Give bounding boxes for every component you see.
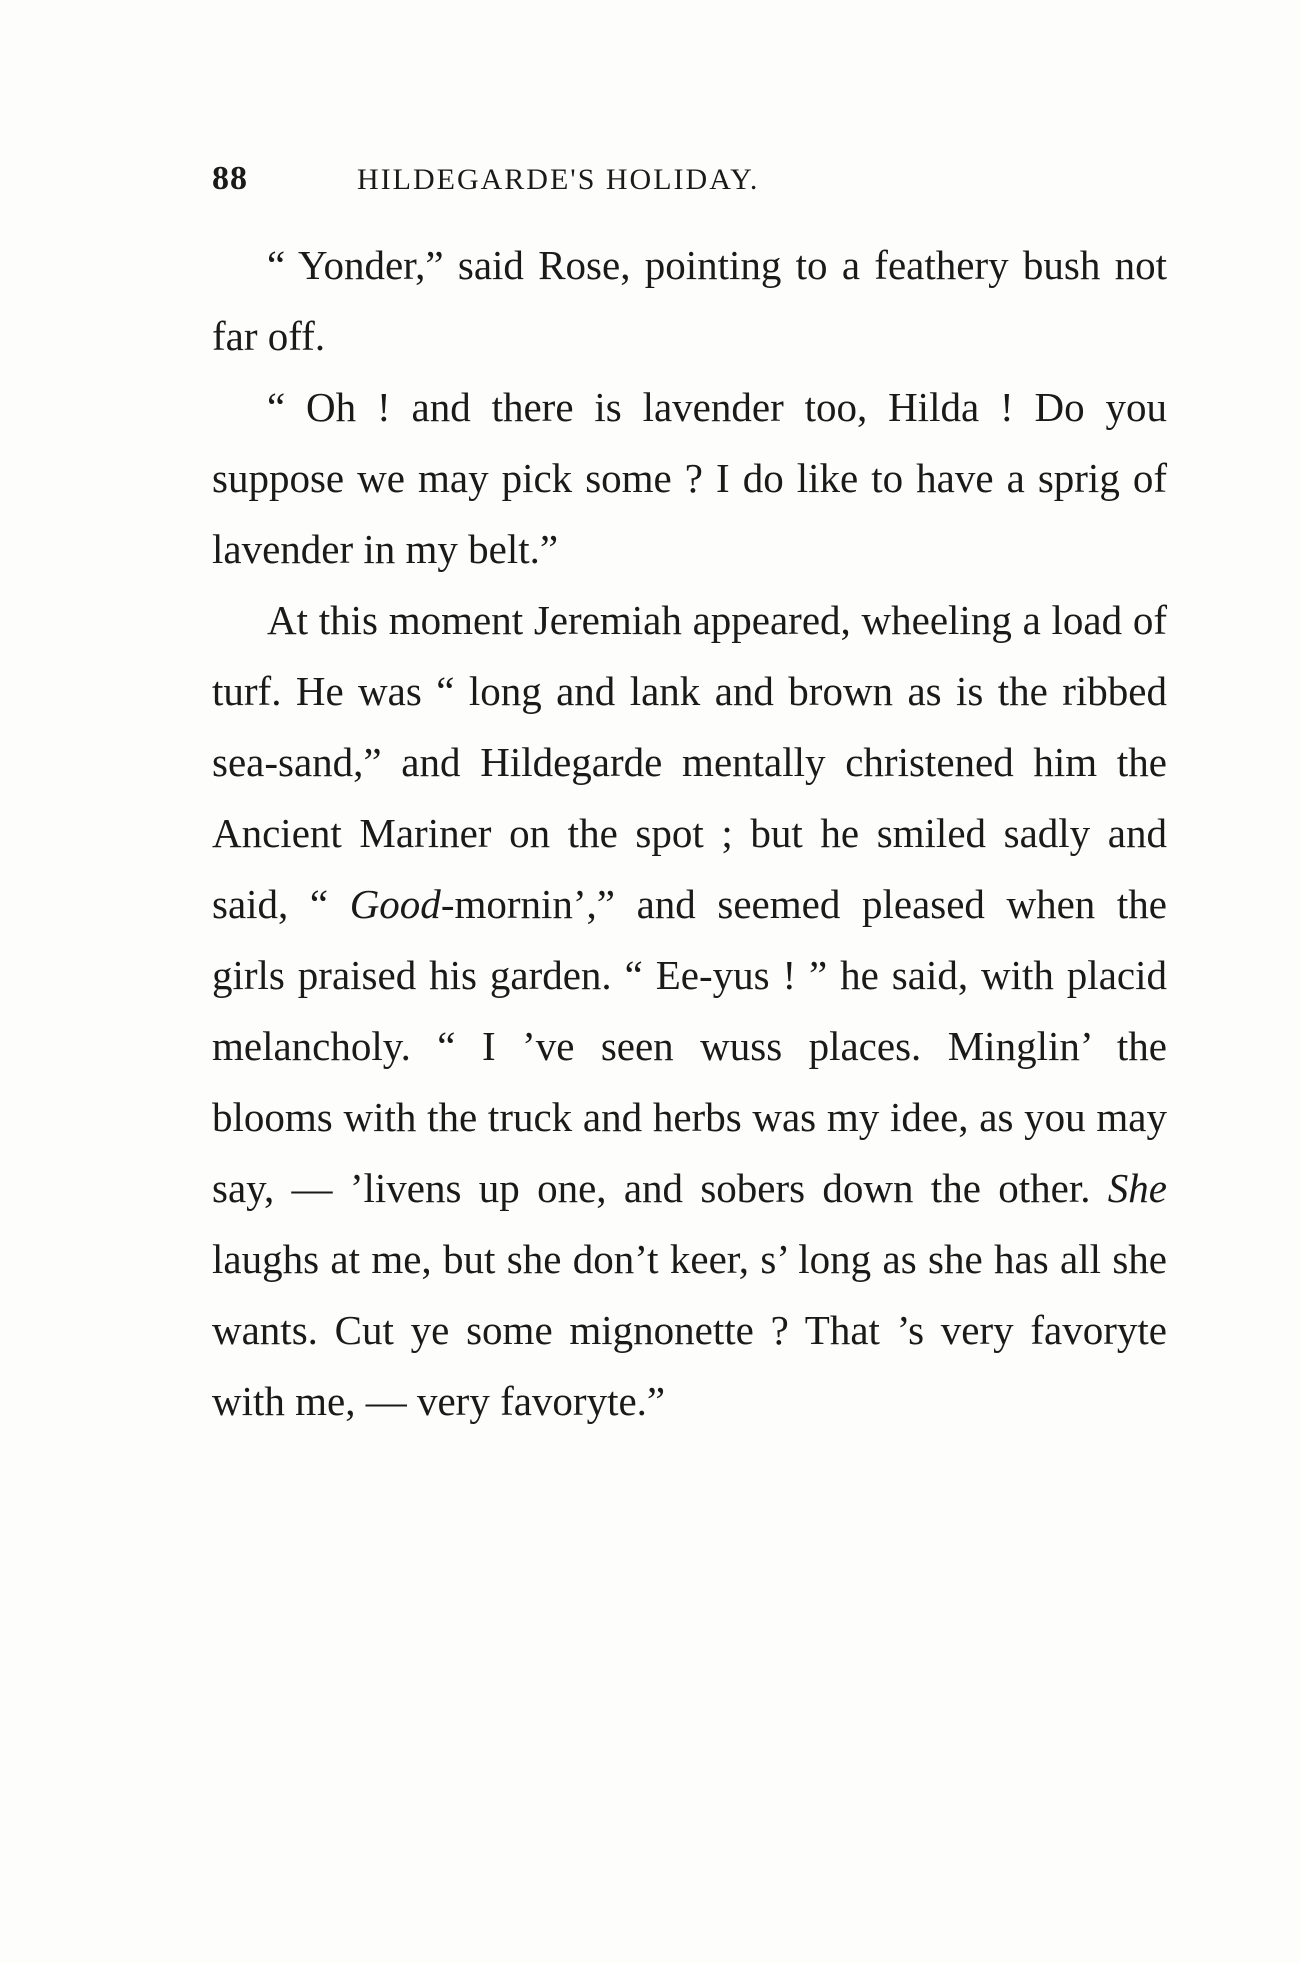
page-header [212,160,962,210]
paragraph-3-part-2: -mornin’,” and seemed pleased when the girls praised his garden. “ Ee-yus ! ” he said, with placid melancholy. “ I ’ve seen wuss places. Minglin’ the blooms with the truck and herbs was my idee, as you may say, — ’livens up one, and sobers down the other. [212,881,1167,1211]
paragraph-1: “ Yonder,” said Rose, pointing to a feathery bush not far off. [212,242,1167,359]
page-number: 88 [212,160,248,197]
running-title: HILDEGARDE'S HOLIDAY. [357,163,760,196]
italic-she: She [1107,1165,1167,1211]
italic-good: Good [349,881,441,927]
paragraph-3-part-3: laughs at me, but she don’t keer, s’ long as she has all she wants. Cut ye some mignonette ? That ’s very favoryte with me, — very favoryte.” [212,1236,1167,1424]
body-text [212,230,1167,1437]
paragraph-3-part-1: At this moment Jeremiah appeared, wheeling a load of turf. He was “ long and lank and brown as is the ribbed sea-sand,” and Hildegarde mentally christened him the Ancient Mariner on the spot ; but he smiled sadly and said, “ [212,597,1167,927]
paragraph-3 [212,585,1167,1437]
paragraph-2: “ Oh ! and there is lavender too, Hilda ! Do you suppose we may pick some ? I do like to have a sprig of lavender in my belt.” [212,384,1167,572]
